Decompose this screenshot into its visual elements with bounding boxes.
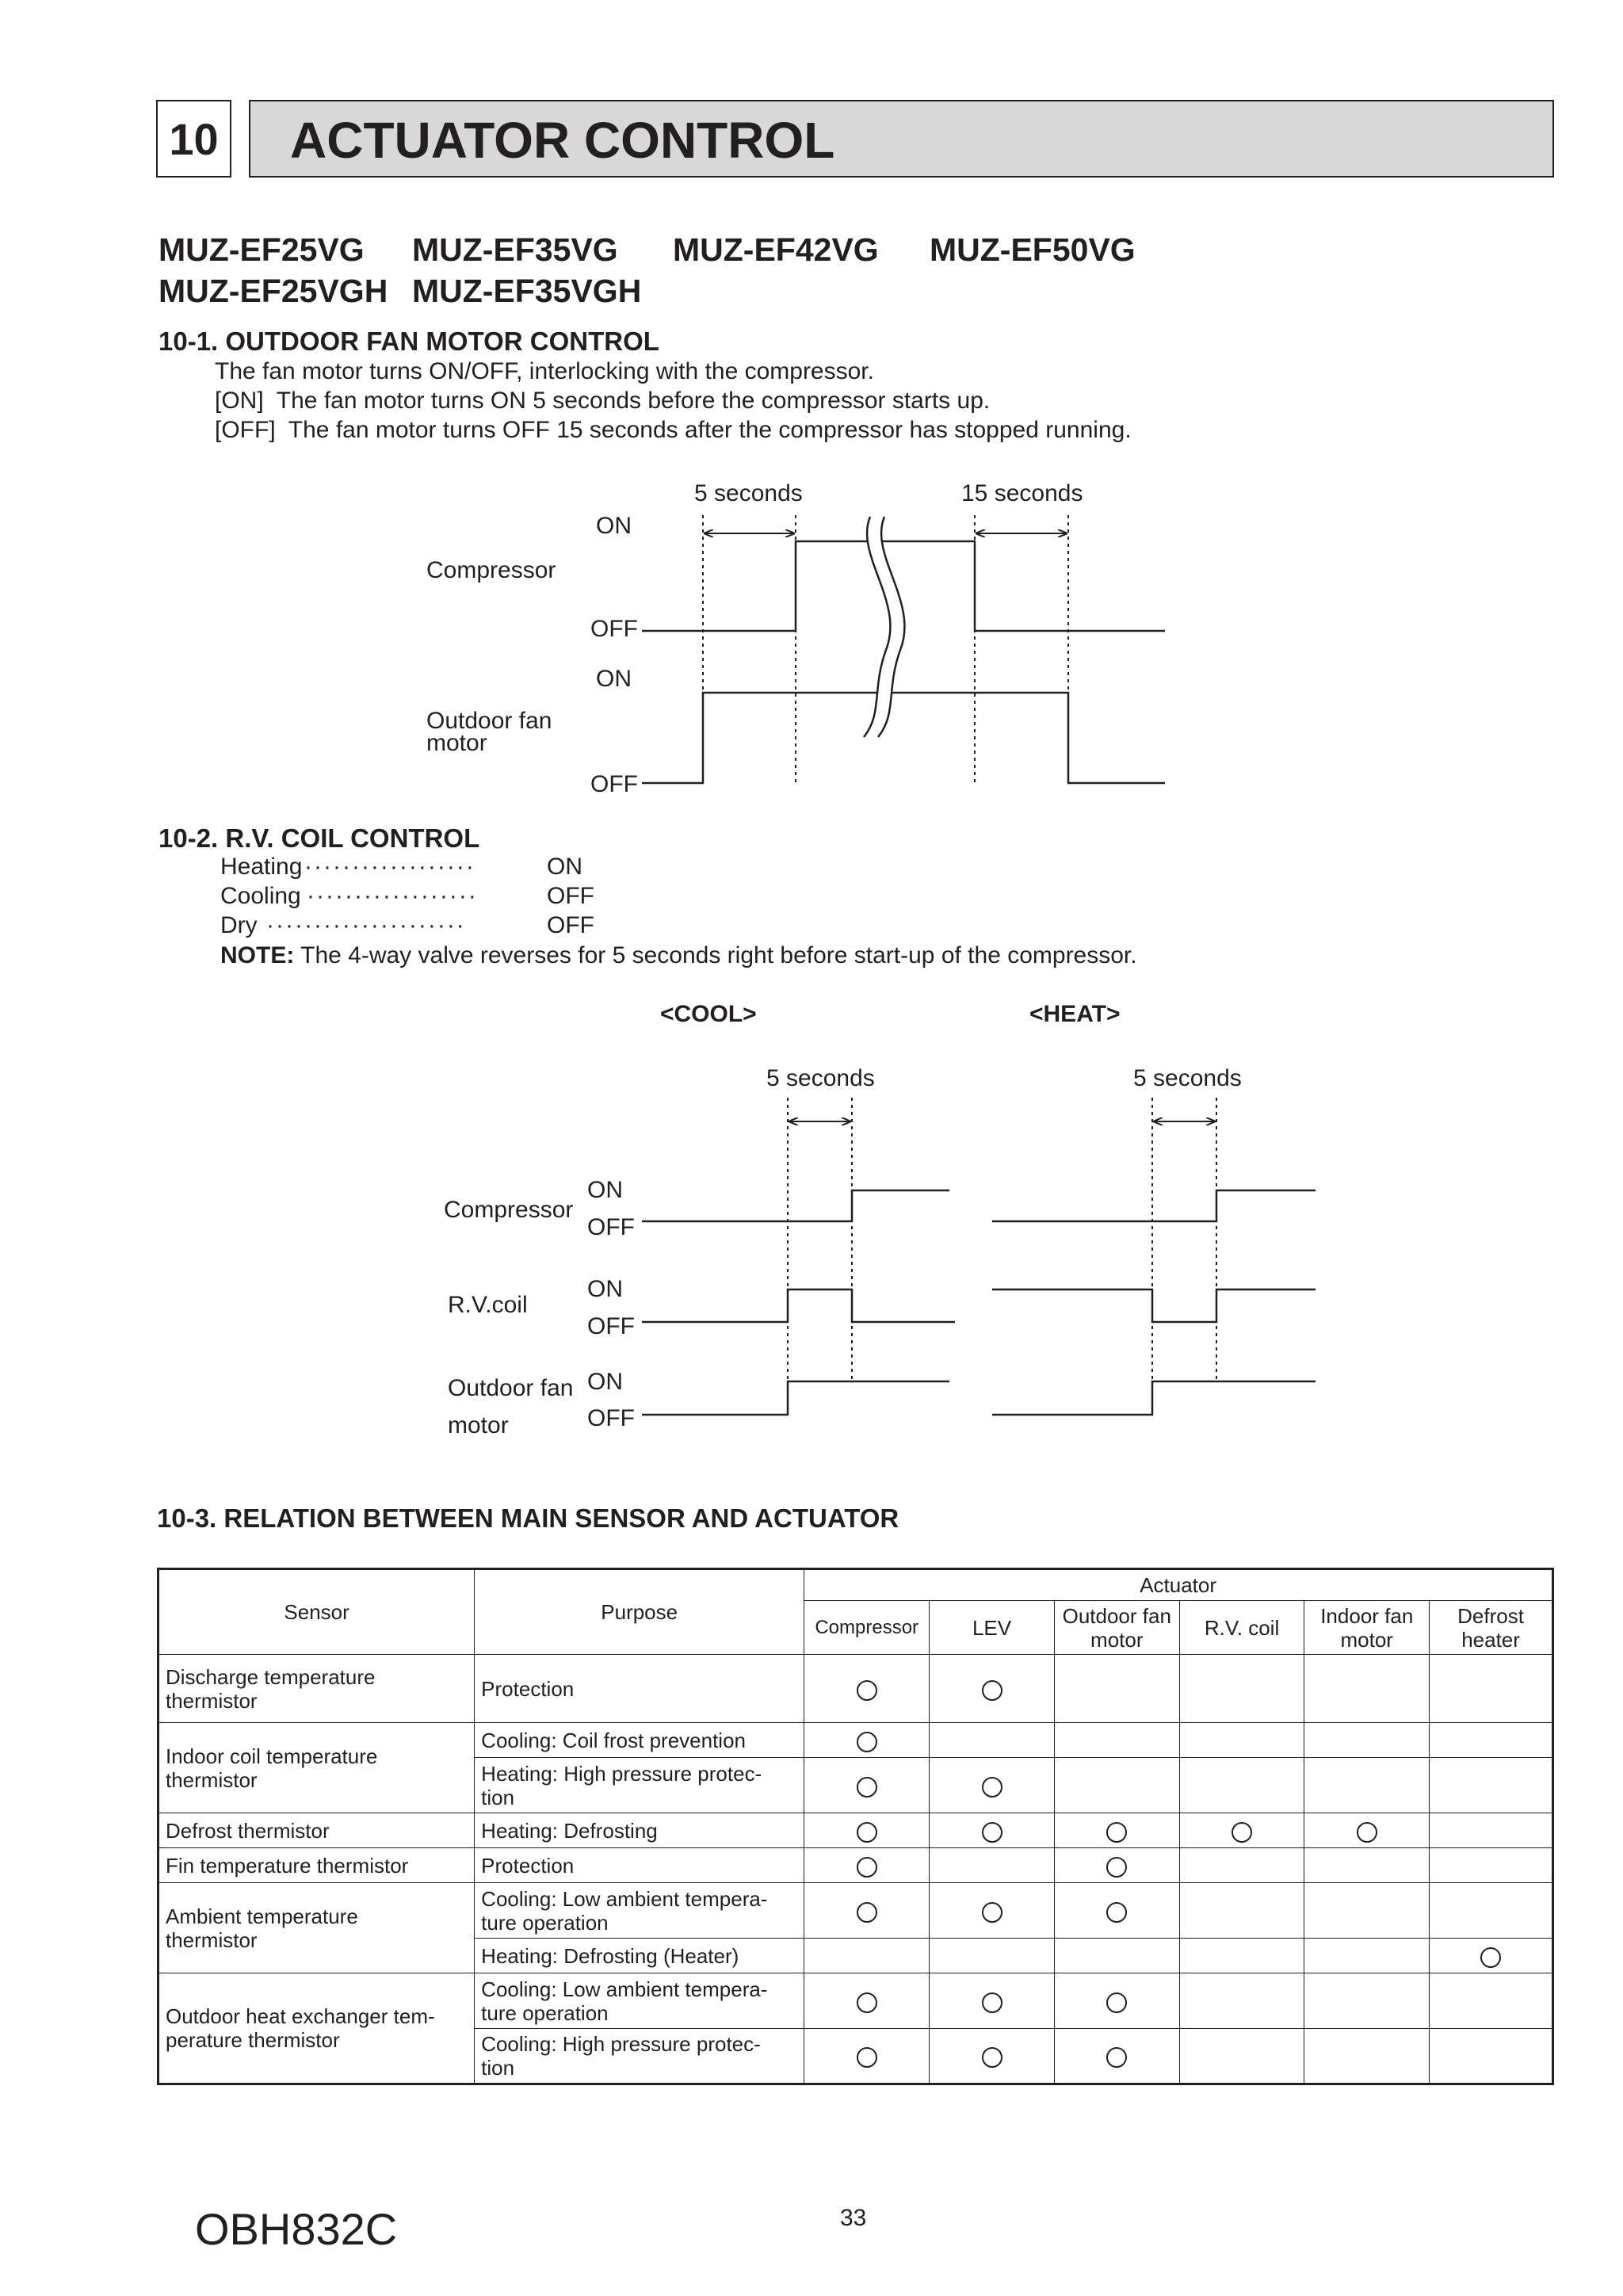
rv-coil-heading: 10-2. R.V. COIL CONTROL (158, 823, 480, 853)
sensor-ambient-line-2: thermistor (166, 1927, 258, 1952)
model-ef50vg: MUZ-EF50VG (930, 231, 1136, 268)
header-compressor: Compressor (804, 1601, 930, 1655)
sensor-indoor-line-1: Indoor coil temperature (166, 1744, 378, 1768)
applies-mark (857, 1857, 877, 1878)
table-row (158, 1813, 1553, 1848)
header-lev: LEV (930, 1601, 1055, 1655)
purpose-line: ture operation (481, 1910, 609, 1935)
applies-mark (857, 1992, 877, 2013)
sensor-actuator-table (157, 1568, 1554, 2085)
header-sensor: Sensor (158, 1569, 475, 1655)
fan-control-heading: 10-1. OUTDOOR FAN MOTOR CONTROL (158, 327, 659, 356)
sensor-outdoor-heat-exchanger (158, 1973, 475, 2084)
purpose-line: tion (481, 1785, 515, 1809)
sensor-discharge (158, 1655, 475, 1723)
rv-note-text: The 4-way valve reverses for 5 seconds right before start-up of the compressor. (294, 942, 1137, 968)
fan-control-line-1: The fan motor turns ON/OFF, interlocking with the compressor. (215, 358, 874, 384)
rv-fan-label-line-1: Outdoor fan (448, 1375, 574, 1401)
applies-mark (982, 1902, 1002, 1923)
model-ef25vg: MUZ-EF25VG (158, 231, 365, 268)
rv-compressor-label: Compressor (444, 1197, 574, 1223)
header-outdoor-fan-line-2: motor (1090, 1627, 1144, 1652)
fan-label-line-1: Outdoor fan (426, 708, 552, 734)
purpose-line: Cooling: Low ambient tempera- (481, 1977, 768, 2001)
model-ef25vgh: MUZ-EF25VGH (158, 273, 388, 309)
header-actuator: Actuator (804, 1569, 1553, 1601)
table-row (158, 1655, 1553, 1723)
header-indoor-fan (1304, 1601, 1430, 1655)
fan-label-line-2: motor (426, 730, 487, 756)
model-ef35vgh: MUZ-EF35VGH (412, 273, 642, 309)
applies-mark (1106, 1902, 1127, 1923)
sensor-ambient (158, 1883, 475, 1973)
applies-mark (857, 1902, 877, 1923)
cool-5-seconds: 5 seconds (766, 1065, 875, 1091)
sensor-indoor-coil (158, 1723, 475, 1813)
table-row (158, 1973, 1553, 2029)
rv-state-dry: OFF (547, 912, 594, 938)
rv-dots-cooling: ·················· (307, 883, 478, 909)
purpose-cell: Protection (475, 1655, 804, 1723)
applies-mark (1480, 1947, 1501, 1968)
section-title: ACTUATOR CONTROL (249, 100, 1554, 178)
header-defrost-heater (1430, 1601, 1553, 1655)
sensor-discharge-line-2: thermistor (166, 1688, 258, 1713)
table-row (158, 1848, 1553, 1883)
purpose-cell (475, 1973, 804, 2029)
applies-mark (857, 2047, 877, 2068)
applies-mark (1106, 1857, 1127, 1878)
document-code: OBH832C (195, 2204, 398, 2254)
relation-heading: 10-3. RELATION BETWEEN MAIN SENSOR AND ACTUATOR (157, 1503, 899, 1533)
applies-mark (857, 1822, 877, 1843)
applies-mark (1357, 1822, 1377, 1843)
label-5-seconds: 5 seconds (694, 480, 803, 506)
rv-mode-heating: Heating (220, 854, 303, 880)
cool-fan-waveform (642, 1381, 949, 1415)
sensor-fin: Fin temperature thermistor (158, 1848, 475, 1883)
sensor-ambient-line-1: Ambient temperature (166, 1904, 358, 1928)
purpose-line: ture operation (481, 2000, 609, 2025)
heat-label: <HEAT> (1029, 1001, 1121, 1027)
applies-mark (982, 1822, 1002, 1843)
purpose-cell (475, 1758, 804, 1813)
fan-control-line-2: [ON] The fan motor turns ON 5 seconds before the compressor starts up. (215, 388, 991, 414)
heat-fan-waveform (992, 1381, 1316, 1415)
compressor-label: Compressor (426, 557, 556, 583)
purpose-cell (475, 2029, 804, 2084)
rv-coil-off-label: OFF (587, 1313, 635, 1339)
sensor-indoor-line-2: thermistor (166, 1767, 258, 1792)
sensor-defrost: Defrost thermistor (158, 1813, 475, 1848)
rv-state-heating: ON (547, 854, 582, 880)
applies-mark (982, 1992, 1002, 2013)
rv-fan-label-line-2: motor (448, 1412, 509, 1438)
purpose-line: Cooling: Low ambient tempera- (481, 1886, 768, 1911)
purpose-cell (475, 1883, 804, 1939)
rv-state-cooling: OFF (547, 883, 594, 909)
model-ef42vg: MUZ-EF42VG (673, 231, 879, 268)
purpose-cell: Cooling: Coil frost prevention (475, 1723, 804, 1758)
header-indoor-fan-line-1: Indoor fan (1320, 1603, 1414, 1628)
applies-mark (982, 2047, 1002, 2068)
applies-mark (1106, 1822, 1127, 1843)
label-15-seconds: 15 seconds (961, 480, 1083, 506)
header-rv-coil: R.V. coil (1179, 1601, 1304, 1655)
compressor-off-label: OFF (590, 616, 638, 642)
applies-mark (982, 1680, 1002, 1701)
applies-mark (982, 1777, 1002, 1797)
rv-coil-on-label: ON (587, 1276, 623, 1302)
purpose-cell: Heating: Defrosting (475, 1813, 804, 1848)
model-ef35vg: MUZ-EF35VG (412, 231, 618, 268)
rv-mode-cooling: Cooling (220, 883, 301, 909)
header-outdoor-fan-line-1: Outdoor fan (1062, 1603, 1171, 1628)
fan-off-label: OFF (590, 771, 638, 797)
cool-label: <COOL> (660, 1001, 757, 1027)
sensor-ohx-line-1: Outdoor heat exchanger tem- (166, 2004, 435, 2028)
cool-compressor-waveform (642, 1190, 949, 1221)
page-number: 33 (840, 2205, 867, 2231)
fan-control-line-3: [OFF] The fan motor turns OFF 15 seconds after the compressor has stopped running. (215, 417, 1132, 443)
heat-compressor-waveform (992, 1190, 1316, 1221)
table-row (158, 1723, 1553, 1758)
rv-fan-off-label: OFF (587, 1405, 635, 1431)
sensor-discharge-line-1: Discharge temperature (166, 1664, 376, 1689)
applies-mark (1106, 1992, 1127, 2013)
rv-comp-on-label: ON (587, 1177, 623, 1203)
purpose-cell: Protection (475, 1848, 804, 1883)
purpose-line: Heating: High pressure protec- (481, 1761, 762, 1786)
heat-rvcoil-waveform (992, 1289, 1316, 1322)
cool-rvcoil-waveform (642, 1289, 955, 1322)
purpose-cell: Heating: Defrosting (Heater) (475, 1939, 804, 1973)
rv-coil-label: R.V.coil (448, 1292, 528, 1318)
sensor-ohx-line-2: perature thermistor (166, 2028, 340, 2052)
rv-note-label: NOTE: (220, 942, 295, 968)
applies-mark (857, 1732, 877, 1752)
rv-fan-on-label: ON (587, 1369, 623, 1395)
rv-comp-off-label: OFF (587, 1214, 635, 1240)
rv-dots-dry: ····················· (266, 912, 466, 938)
purpose-line: tion (481, 2056, 515, 2080)
purpose-line: Cooling: High pressure protec- (481, 2032, 761, 2056)
rv-mode-dry: Dry (220, 912, 258, 938)
heat-5-seconds: 5 seconds (1133, 1065, 1242, 1091)
table-row (158, 1883, 1553, 1939)
section-number: 10 (156, 100, 231, 178)
compressor-on-label: ON (596, 513, 632, 539)
fan-on-label: ON (596, 666, 632, 692)
applies-mark (857, 1777, 877, 1797)
applies-mark (1106, 2047, 1127, 2068)
header-defrost-line-2: heater (1461, 1627, 1520, 1652)
header-outdoor-fan (1054, 1601, 1179, 1655)
applies-mark (857, 1680, 877, 1701)
applies-mark (1232, 1822, 1252, 1843)
header-defrost-line-1: Defrost (1457, 1603, 1524, 1628)
rv-dots-heating: ·················· (304, 854, 475, 880)
header-indoor-fan-line-2: motor (1340, 1627, 1393, 1652)
header-purpose: Purpose (475, 1569, 804, 1655)
